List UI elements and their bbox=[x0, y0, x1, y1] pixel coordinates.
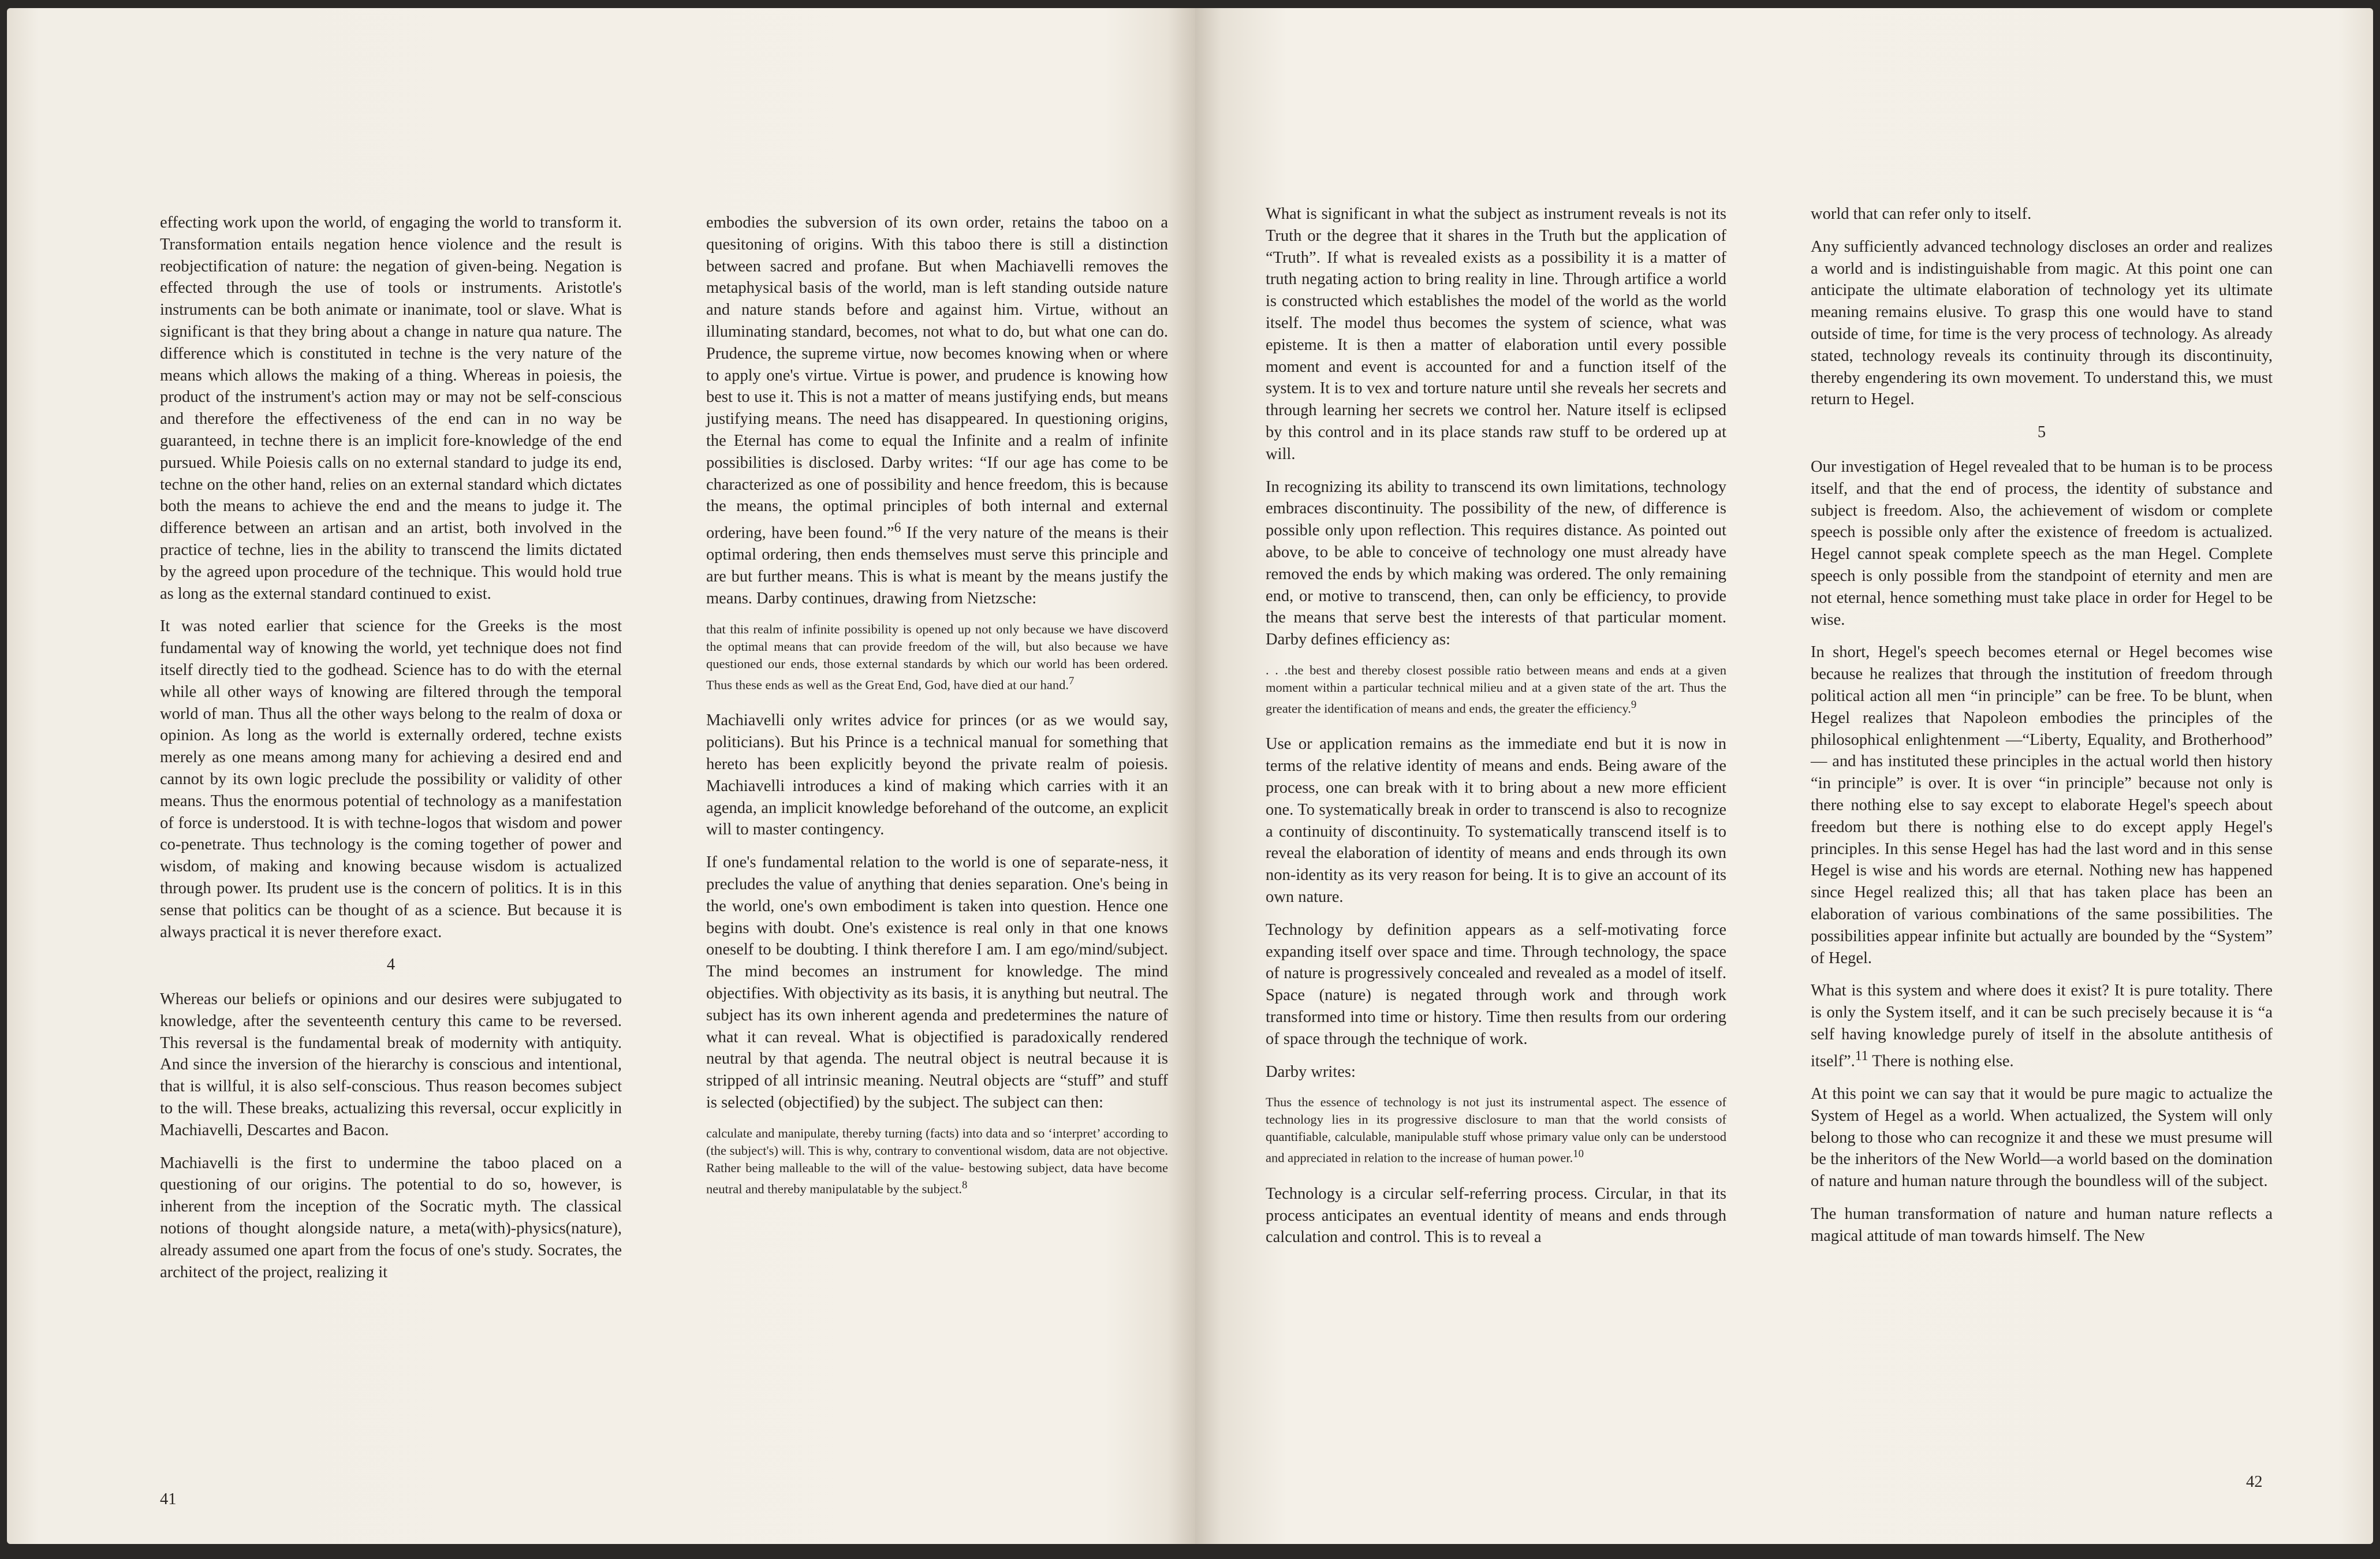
quote-text: calculate and manipulate, thereby turning (facts) into data and so ‘interpret’ according to (the subject's) will. This is why, contrary to conventional wisdom, data are not objective. Rather being malleable to the will of the value- bestowing subject, data have become neutral and thereby manipulatable by the subject. bbox=[706, 1125, 1168, 1196]
paragraph: What is significant in what the subject as instrument reveals is not its Truth or the degree that it shares in the Truth but the application of “Truth”. If what is revealed exists as a possibility it is a matter of truth negating action to bring reality in line. Through artifice a world is constructed which establishes the model of the world as the world itself. The model thus becomes the system of science, what was episteme. It is then a matter of elaboration until every possible moment and event is accounted for and a function itself of the system. It is to vex and torture nature until she reveals her secrets and through learning her secrets we control her. Nature itself is eclipsed by this control and in its place stands raw stuff to be ordered up at will. bbox=[1266, 205, 1726, 463]
paragraph: If one's fundamental relation to the world is one of separate-ness, it precludes the value of anything that denies separation. One's being in the world, one's own embodiment is taken into question. Hence one begins with doubt. One's existence is real only in that one knows oneself to be doubting. I think therefore I am. I am ego/mind/subject. The mind becomes an instrument for knowledge. The mind objectifies. With objectivity as its basis, it is anything but neutral. The subject has its own inherent agenda and predetermines the nature of what it can reveal. What is objectified is paradoxically rendered neutral by that agenda. The neutral object is neutral because it is stripped of all intrinsic meaning. Neutral objects are “stuff” and stuff is selected (objectified) by the subject. The subject can then: bbox=[706, 853, 1168, 1112]
left-column-2 bbox=[706, 212, 1168, 1214]
footnote-marker: 8 bbox=[961, 1178, 968, 1191]
paragraph-text: What is this system and where does it exist? It is pure totality. There is only the System itself, and it can be such precisely because it is “a self having knowledge purely of itself in the absolute antithesis of itself”. bbox=[1811, 982, 2273, 1071]
block-quote bbox=[706, 1125, 1168, 1198]
paragraph-text: embodies the subversion of its own order, retains the taboo on a quesitoning of origins. With this taboo there is still a distinction between sacred and profane. But when Machiavelli removes the metaphysical basis of the world, man is left standing outside nature and nature stands before and against him. Virtue, without an illuminating standard, becomes, not what to do, but what one can do. Prudence, the supreme virtue, now becomes knowing when or where to apply one's virtue. Virtue is power, and prudence is knowing how best to use it. This is not a matter of means justifying ends, but means justifying means. The need has disappeared. In questioning origins, the Eternal has come to equal the Infinite and a realm of infinite possibilities is disclosed. Darby writes: “If our age has come to be characterized as one of possibility and hence freedom, this is because the means, the optimal principles of both internal and external ordering, have been found.” bbox=[706, 214, 1168, 542]
left-page bbox=[7, 8, 1195, 1544]
footnote-marker: 6 bbox=[894, 520, 901, 536]
paragraph: Machiavelli only writes advice for princes (or as we would say, politicians). But his Prince is a technical manual for something that hereto has been explicitly beyond the private realm of poiesis. Machiavelli introduces a kind of making which carries with it an agenda, an implicit knowledge beforehand of the outcome, an explicit will to master contingency. bbox=[706, 711, 1168, 839]
footnote-marker: 7 bbox=[1068, 674, 1075, 687]
paragraph: Whereas our beliefs or opinions and our desires were subjugated to knowledge, after the seventeenth century this came to be reversed. This reversal is the fundamental break of modernity with antiquity. And since the inversion of the hierarchy is conscious and intentional, that is willful, it is also self-conscious. Thus reason becomes subject to the will. These breaks, actualizing this reversal, occur explicitly in Machiavelli, Descartes and Bacon. bbox=[160, 990, 622, 1139]
paragraph: Darby writes: bbox=[1266, 1062, 1356, 1081]
paragraph bbox=[706, 212, 1168, 610]
paragraph: Any sufficiently advanced technology discloses an order and realizes a world and is indistinguishable from magic. At this point one can anticipate the ultimate elaboration of technology yet its ultimate meaning remains elusive. To grasp this one would have to stand outside of time, for time is the very process of technology. As already stated, technology reveals its continuity through its discontinuity, thereby engendering its own movement. To understand this, we must return to Hegel. bbox=[1811, 237, 2273, 409]
paragraph: world that can refer only to itself. bbox=[1811, 205, 2032, 223]
footnote-marker: 10 bbox=[1573, 1148, 1584, 1161]
paragraph: It was noted earlier that science for the Greeks is the most fundamental way of knowing the world, yet technique does not find itself directly tied to the godhead. Science has to do with the eternal while all other ways of knowing are filtered through the temporal world of man. Thus all the other ways belong to the realm of doxa or opinion. As long as the world is externally ordered, techne exists merely as one means among many for achieving a desired end and cannot by its own logic preclude the possibility or validity of other means. Thus the enormous potential of technology as a manifestation of force is understood. It is with techne-logos that wisdom and power co-penetrate. Thus technology is the coming together of power and wisdom, of making and knowing because wisdom is actualized through power. Its prudent use is the concern of politics. It is in this sense that politics can be thought of as a science. But because it is always practical it is never therefore exact. bbox=[160, 617, 622, 941]
paragraph: Technology by definition appears as a self-motivating force expanding itself over space and time. Through technology, the space of nature is progressively concealed and revealed as a model of itself. Space (nature) is negated through work and through work transformed into time or history. Time then results from our ordering of space through the technique of work. bbox=[1266, 920, 1726, 1048]
section-number: 5 bbox=[2037, 423, 2046, 442]
paragraph: Use or application remains as the immediate end but it is now in terms of the relative identity of means and ends. Being aware of the process, one can break with it to bring about a new more efficient one. To systematically break in order to transcend is also to recognize a continuity of discontinuity. To systematically transcend itself is to reveal the elaboration of identity of means and ends through its own non-identity as its very reason for being. It is to give an account of its own nature. bbox=[1266, 735, 1726, 907]
right-column-2 bbox=[1811, 203, 2273, 1258]
section-number: 4 bbox=[386, 956, 396, 974]
quote-text: Thus the essence of technology is not just its instrumental aspect. The essence of technology lies in its progressive disclosure to man that the world consists of quantifiable, calculable, manipulable stuff whose primary value only can be understood and appreciated in relation to the increase of human power. bbox=[1266, 1095, 1726, 1165]
paragraph: Machiavelli is the first to undermine the taboo placed on a questioning of our origins. The potential to do so, however, is inherent from the inception of the Socratic myth. The classical notions of thought alongside nature, a meta(with)-physics(nature), already assumed one apart from the focus of one's study. Socrates, the architect of the project, realizing it bbox=[160, 1154, 622, 1281]
block-quote bbox=[1266, 1094, 1726, 1167]
right-page bbox=[1195, 8, 2373, 1544]
block-quote bbox=[706, 621, 1168, 694]
page-number: 41 bbox=[160, 1490, 177, 1508]
paragraph: Our investigation of Hegel revealed that to be human is to be process itself, and that the end of process, the identity of substance and subject is freedom. Also, the achievement of wisdom or complete speech is possible only after the existence of freedom is actualized. Hegel cannot speak complete speech as the man Hegel. Complete speech is only possible from the standpoint of eternity and men are not eternal, hence something must take place in order for Hegel to be wise. bbox=[1811, 457, 2273, 629]
paragraph: effecting work upon the world, of engaging the world to transform it. Transformation entails negation hence violence and the result is reobjectification of nature: the negation of given-being. Negation is effected through the use of tools or instruments. Aristotle's instruments can be both animate or inanimate, tool or slave. What is significant is that they bring about a change in nature qua nature. The difference which is constituted in techne is the very nature of the means which allows the making of a thing. Whereas in poiesis, the product of the instrument's action may or may not be self-conscious and therefore the effectiveness of the end can in no way be guaranteed, in techne there is an implicit fore-knowledge of the end pursued. While Poiesis calls on no external standard to judge its end, techne on the other hand, relies on an external standard which dictates both the means to achieve the end and the means to judge it. The difference between an artisan and an artist, both involved in the practice of techne, lies in the ability to transcend the limits dictated by the agreed upon procedure of the technique. This would hold true as long as the external standard continued to exist. bbox=[160, 214, 622, 603]
paragraph-text: If the very nature of the means is their optimal ordering, then ends themselves must serve this principle and are but further means. This is what is meant by the means justify the means. Darby continues, drawing from Nietzsche: bbox=[706, 524, 1168, 608]
page-number: 42 bbox=[2246, 1473, 2263, 1491]
paragraph: In recognizing its ability to transcend its own limitations, technology embraces discontinuity. The possibility of the new, of difference is possible only upon reflection. This requires distance. As pointed out above, to be able to conceive of technology one must already have removed the ends by which making was ordered. The only remaining end, or motive to transcend, then, can only be efficiency, to provide the means that serve best the interests of that particular moment. Darby defines efficiency as: bbox=[1266, 478, 1726, 649]
footnote-marker: 11 bbox=[1855, 1048, 1868, 1064]
left-column-1 bbox=[160, 212, 622, 1294]
paragraph: The human transformation of nature and human nature reflects a magical attitude of man towards himself. The New bbox=[1811, 1204, 2273, 1245]
quote-text: that this realm of infinite possibility is opened up not only because we have discoverd the optimal means that can provide freedom of the will, but also because we have questioned our ends, those external standards by which our world has been ordered. Thus these ends as well as the Great End, God, have died at our hand. bbox=[706, 621, 1168, 692]
right-column-1 bbox=[1266, 203, 1726, 1259]
paragraph bbox=[1811, 980, 2273, 1072]
paragraph: In short, Hegel's speech becomes eternal or Hegel becomes wise because he realizes that through the institution of freedom through political action all men “in principle” can be free. To be blunt, when Hegel realizes that Napoleon embodies the principles of the philosophical enlightenment —“Liberty, Equality, and Brotherhood” — and has instituted these principles in the actual world then history “in principle” is over. It is over “in principle” because not only is there nothing else to say except to elaborate Hegel's speech about freedom but there is nothing else to do except apply Hegel's principles. In this sense Hegel has had the last word and in this sense Hegel is wise and his words are eternal. Nothing new has happened since Hegel realized this; all that has taken place has been an elaboration of various combinations of the same possibilities. The possibilities appear infinite but actually are bounded by the “System” of Hegel. bbox=[1811, 643, 2273, 967]
paragraph: Technology is a circular self-referring process. Circular, in that its process anticipates an eventual identity of means and ends through calculation and control. This is to reveal a bbox=[1266, 1184, 1726, 1247]
block-quote bbox=[1266, 662, 1726, 718]
paragraph-text: There is nothing else. bbox=[1868, 1052, 2014, 1071]
quote-text: . . .the best and thereby closest possible ratio between means and ends at a given moment within a particular technical milieu and at a given state of the art. Thus the greater the identification of means and ends, the greater the efficiency. bbox=[1266, 662, 1726, 716]
paragraph: At this point we can say that it would be pure magic to actualize the System of Hegel as a world. When actualized, the System will only belong to those who can recognize it and these we must presume will be the inheritors of the New World—a world based on the domination of nature and human nature through the boundless will of the subject. bbox=[1811, 1084, 2273, 1191]
footnote-marker: 9 bbox=[1631, 698, 1637, 711]
